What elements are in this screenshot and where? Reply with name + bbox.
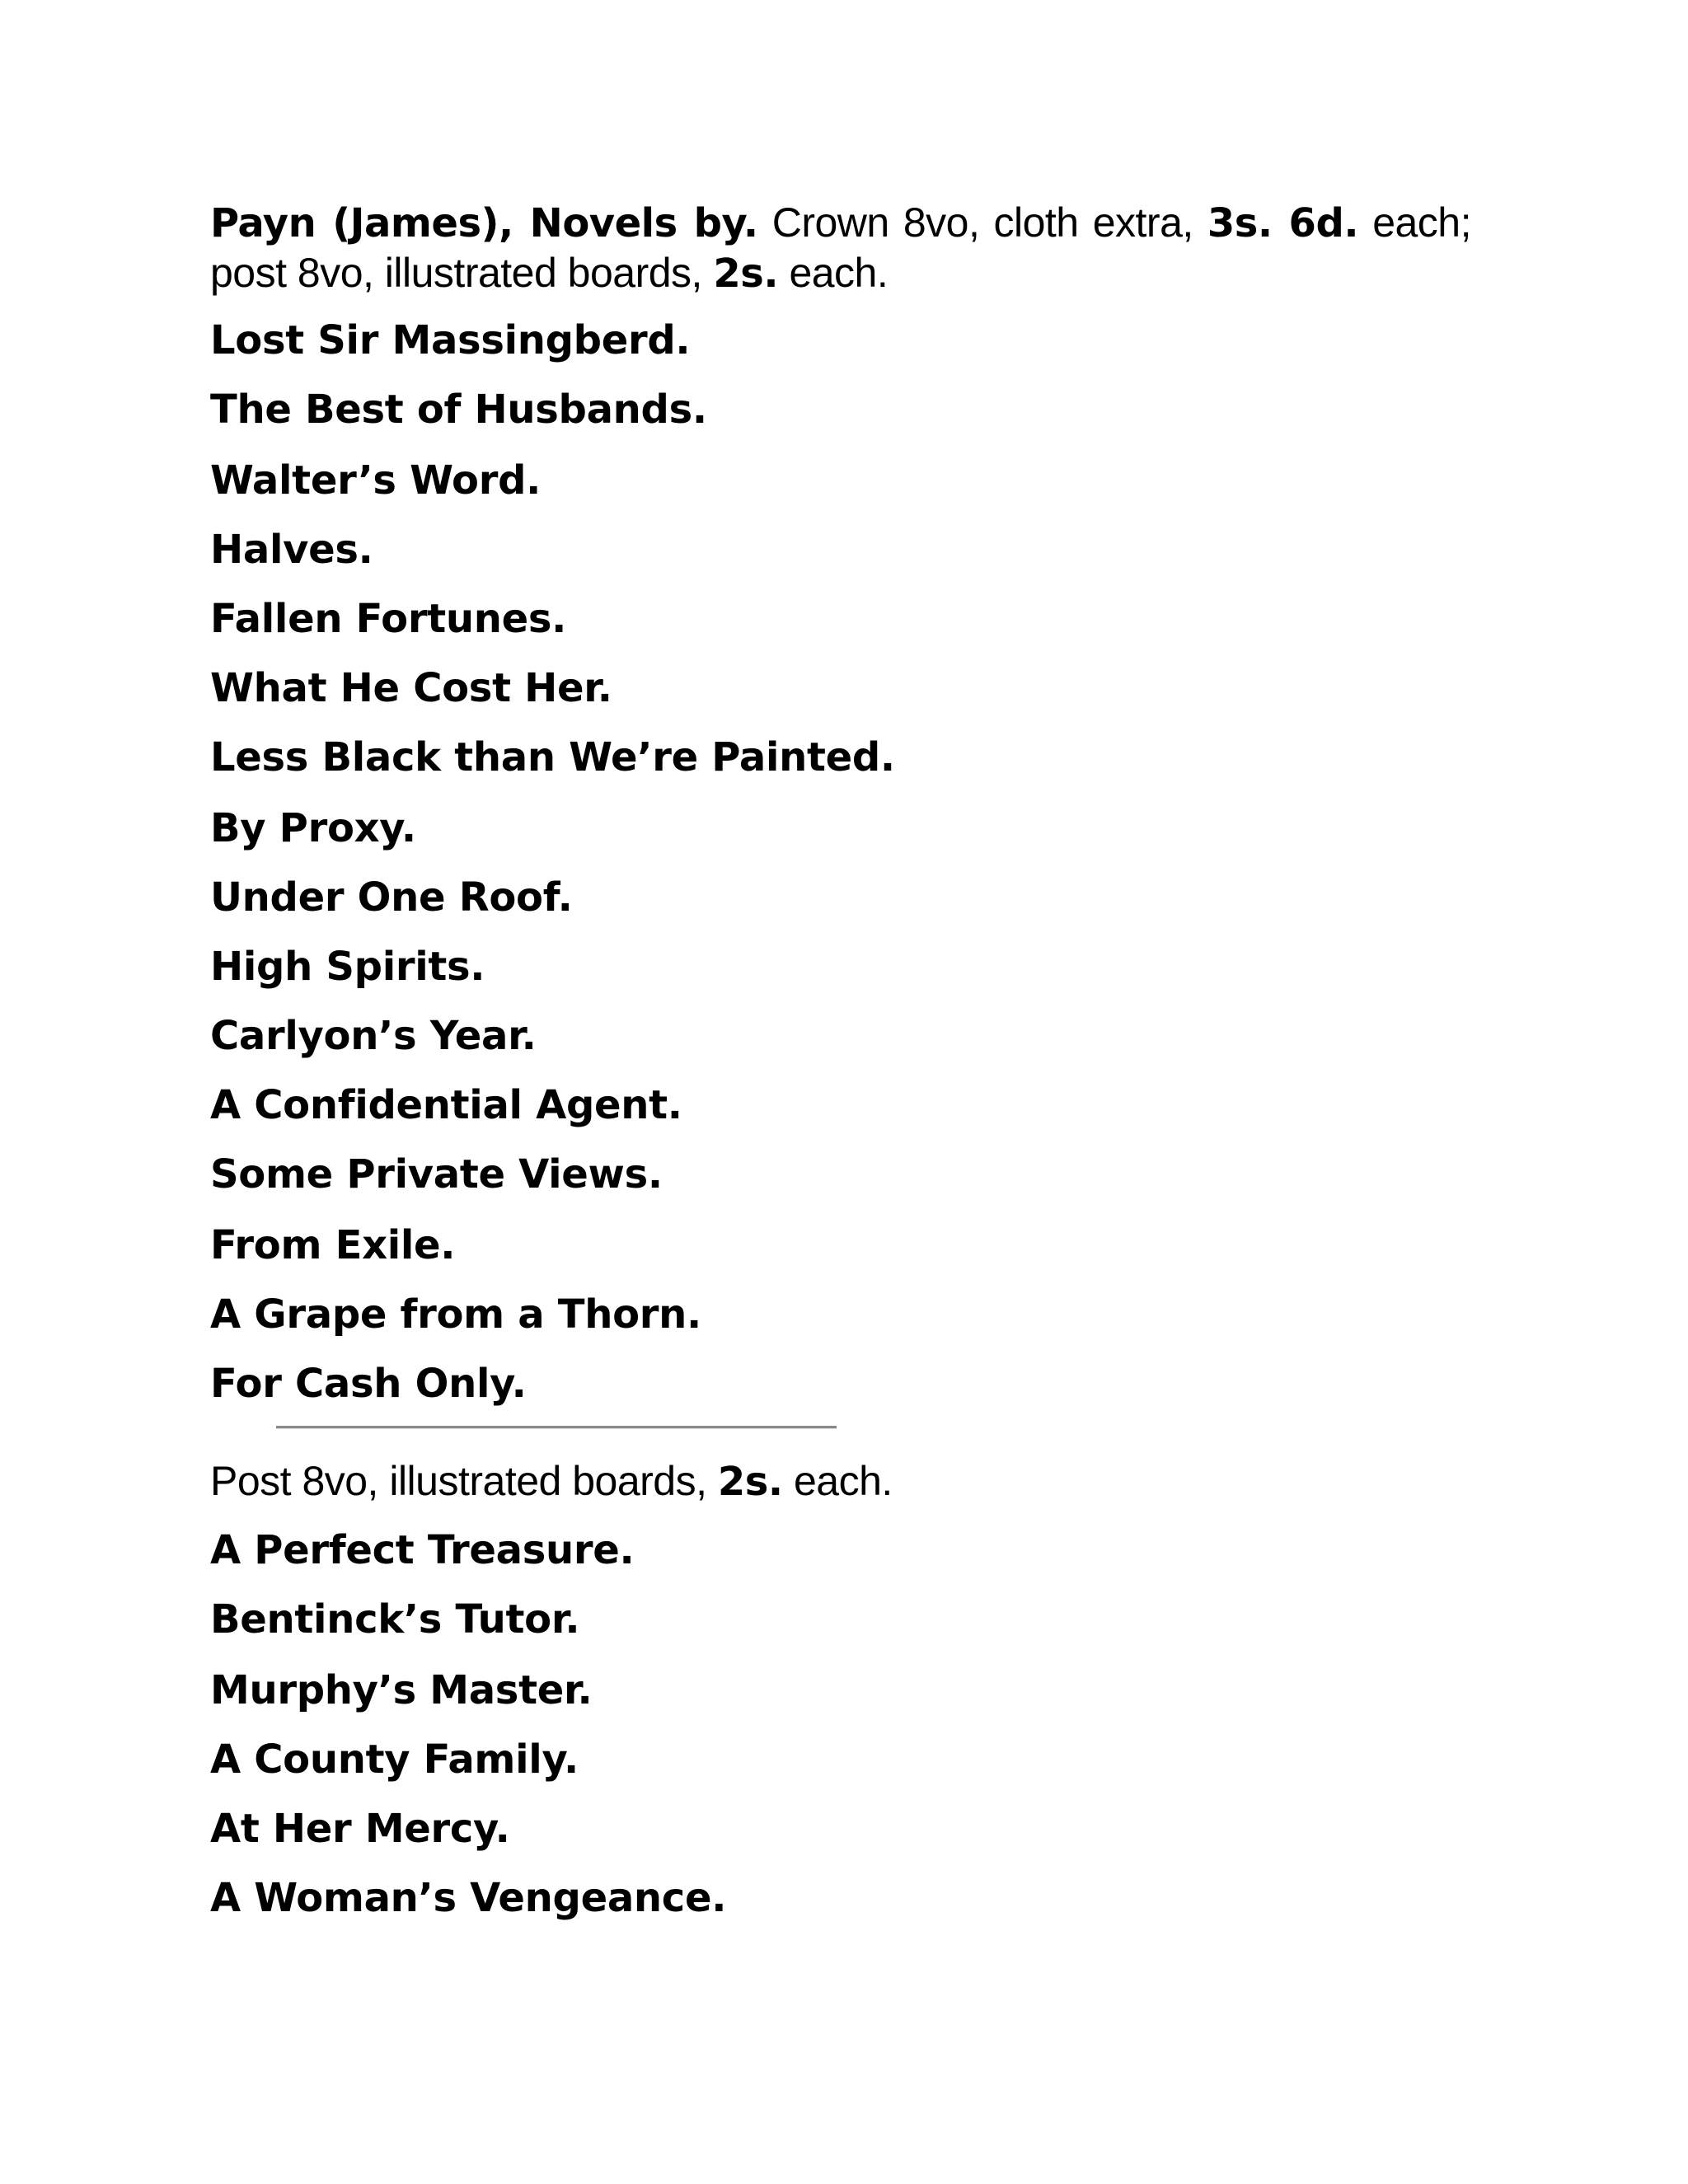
price-boards: 2s.: [713, 251, 779, 297]
section-divider: [276, 1426, 837, 1429]
book-title: A Woman’s Vengeance.: [210, 1875, 727, 1921]
book-title: Murphy’s Master.: [210, 1667, 593, 1713]
book-title: Walter’s Word.: [210, 457, 542, 504]
price-cloth: 3s. 6d.: [1207, 200, 1359, 246]
intro-text-3: each.: [778, 250, 889, 296]
book-title: What He Cost Her.: [210, 665, 612, 711]
book-title: At Her Mercy.: [210, 1806, 510, 1852]
book-title: A Confidential Agent.: [210, 1082, 682, 1128]
intro-paragraph: [210, 198, 1471, 298]
book-title: Less Black than We’re Painted.: [210, 734, 895, 780]
section-2-text-2: each.: [782, 1458, 893, 1504]
book-title: From Exile.: [210, 1222, 456, 1268]
book-title: Under One Roof.: [210, 874, 573, 921]
section-2-text-1: Post 8vo, illustrated boards,: [210, 1458, 718, 1504]
book-title: The Best of Husbands.: [210, 387, 707, 433]
intro-text-1: Crown 8vo, cloth extra,: [757, 199, 1207, 246]
book-title: Fallen Fortunes.: [210, 596, 567, 642]
intro-text-2: each; post 8vo, illustrated boards,: [210, 199, 1472, 296]
section-2-heading: [210, 1456, 1471, 1507]
book-title: Carlyon’s Year.: [210, 1013, 537, 1059]
book-title: A Perfect Treasure.: [210, 1527, 635, 1573]
book-title: High Spirits.: [210, 944, 485, 990]
book-title: A County Family.: [210, 1736, 579, 1783]
section-2-price: 2s.: [717, 1459, 783, 1505]
book-title: Some Private Views.: [210, 1151, 663, 1197]
book-title: Halves.: [210, 527, 373, 573]
book-title: A Grape from a Thorn.: [210, 1291, 701, 1338]
author-heading: Payn (James), Novels by.: [210, 200, 758, 246]
book-title: By Proxy.: [210, 805, 416, 851]
book-title: Bentinck’s Tutor.: [210, 1596, 580, 1643]
book-title: For Cash Only.: [210, 1361, 527, 1407]
book-title: Lost Sir Massingberd.: [210, 317, 691, 363]
